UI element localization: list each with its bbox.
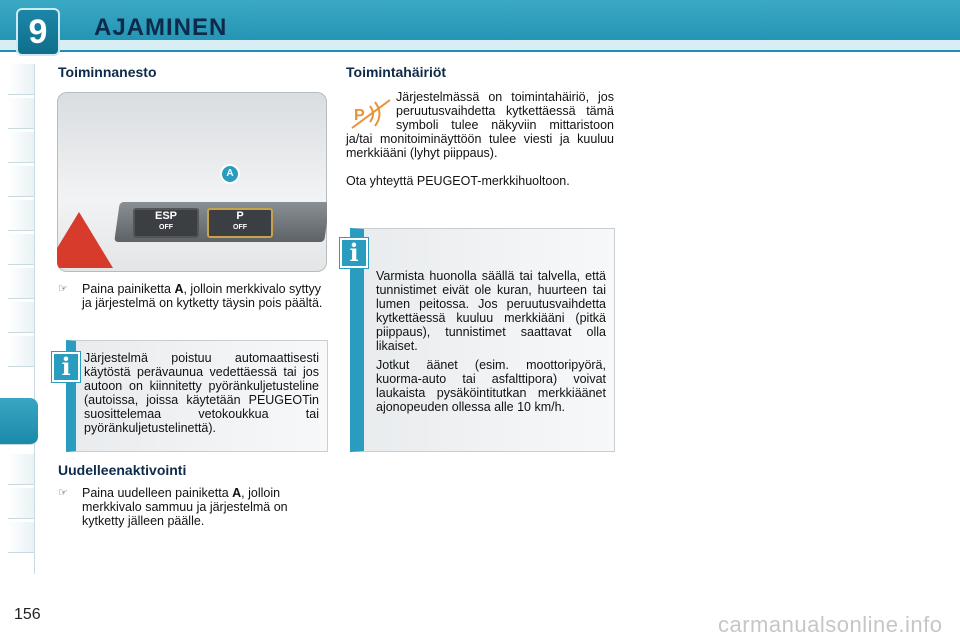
side-tab[interactable] xyxy=(8,268,34,299)
esp-sub-label: OFF xyxy=(159,224,173,231)
fault-description xyxy=(346,90,614,160)
bullet-text-bold: A xyxy=(174,282,184,296)
section-heading-toimintahairiot: Toimintahäiriöt xyxy=(346,64,447,80)
side-tab-active[interactable] xyxy=(0,398,38,445)
contact-service-text: Ota yhteyttä PEUGEOT-merkkihuoltoon. xyxy=(346,174,570,188)
side-tab[interactable] xyxy=(8,132,34,163)
side-tab[interactable] xyxy=(8,234,34,265)
bullet-deactivate xyxy=(58,282,324,310)
svg-text:P: P xyxy=(354,107,365,124)
esp-label: ESP xyxy=(154,210,177,222)
bullet-pointer-icon: ☞ xyxy=(58,283,68,295)
side-tab[interactable] xyxy=(8,302,34,333)
info-icon: i xyxy=(340,238,368,268)
bullet-text-post: , jolloin merkkivalo syttyy ja järjestelmä on kytketty täysin pois päältä. xyxy=(82,282,323,310)
park-label: P xyxy=(236,210,244,222)
fault-description-text: Järjestelmässä on toimintahäiriö, jos peruutusvaihdetta kytkettäessä tämä symboli tulee näkyviin mittaristoon ja/tai monitoiminäyttöön tulee viesti ja kuuluu merkkiääni (lyhyt piippaus). xyxy=(346,90,614,160)
info-note-right xyxy=(350,228,615,452)
info-note-right-p2: Jotkut äänet (esim. moottoripyörä, kuorma-auto tai asfalttipora) voivat laukaista pysäköintitutkan merkkiäänet ajonopeuden ollessa alle 10 km/h. xyxy=(376,358,606,414)
info-note-right-p1: Varmista huonolla säällä tai talvella, että tunnistimet eivät ole kuran, huurteen tai lumen peitossa. Jos peruutusvaihdetta kytkettäessä kuuluu merkkiääni (pitkä piippaus), tunnistimet saattavat olla likaiset. xyxy=(376,269,606,353)
chapter-title: AJAMINEN xyxy=(94,14,228,41)
bullet-text-pre: Paina uudelleen painiketta xyxy=(82,486,233,500)
side-tab[interactable] xyxy=(8,522,34,553)
section-heading-uudelleenaktivointi: Uudelleenaktivointi xyxy=(58,462,187,478)
side-tab[interactable] xyxy=(8,488,34,519)
info-note-left xyxy=(66,340,328,452)
side-tab[interactable] xyxy=(8,98,34,129)
button-a-marker: A xyxy=(220,164,240,184)
info-note-left-text: Järjestelmä poistuu automaattisesti käytöstä perävaunua vedettäessä tai jos autoon on kiinnitetty pyöränkuljetusteline (autoissa, joissa käytetään PEUGEOTin suosittelemaa vetokoukkua tai pyöränkuljetustelinettä). xyxy=(84,351,319,435)
park-sub-label: OFF xyxy=(233,224,247,231)
parking-sensor-button xyxy=(207,208,273,238)
dashboard-photo xyxy=(57,92,327,272)
side-tab[interactable] xyxy=(8,336,34,367)
bullet-reactivate xyxy=(58,486,324,528)
esp-off-button xyxy=(133,208,199,238)
watermark: carmanualsonline.info xyxy=(718,612,943,637)
bullet-text-post: , jolloin merkkivalo sammuu ja järjestelmä on kytketty jälleen päälle. xyxy=(82,486,288,528)
side-tabs xyxy=(8,64,35,574)
hazard-button-icon xyxy=(57,212,113,268)
side-tab[interactable] xyxy=(8,64,34,95)
section-heading-toiminnanesto: Toiminnanesto xyxy=(58,64,157,80)
chapter-number-badge: 9 xyxy=(16,8,60,56)
page-number: 156 xyxy=(14,606,41,623)
bullet-pointer-icon: ☞ xyxy=(58,487,68,499)
side-tab[interactable] xyxy=(8,166,34,197)
bullet-text-pre: Paina painiketta xyxy=(82,282,175,296)
info-icon: i xyxy=(52,352,80,382)
bullet-text-bold: A xyxy=(232,486,242,500)
side-tab[interactable] xyxy=(8,200,34,231)
side-tab[interactable] xyxy=(8,454,34,485)
